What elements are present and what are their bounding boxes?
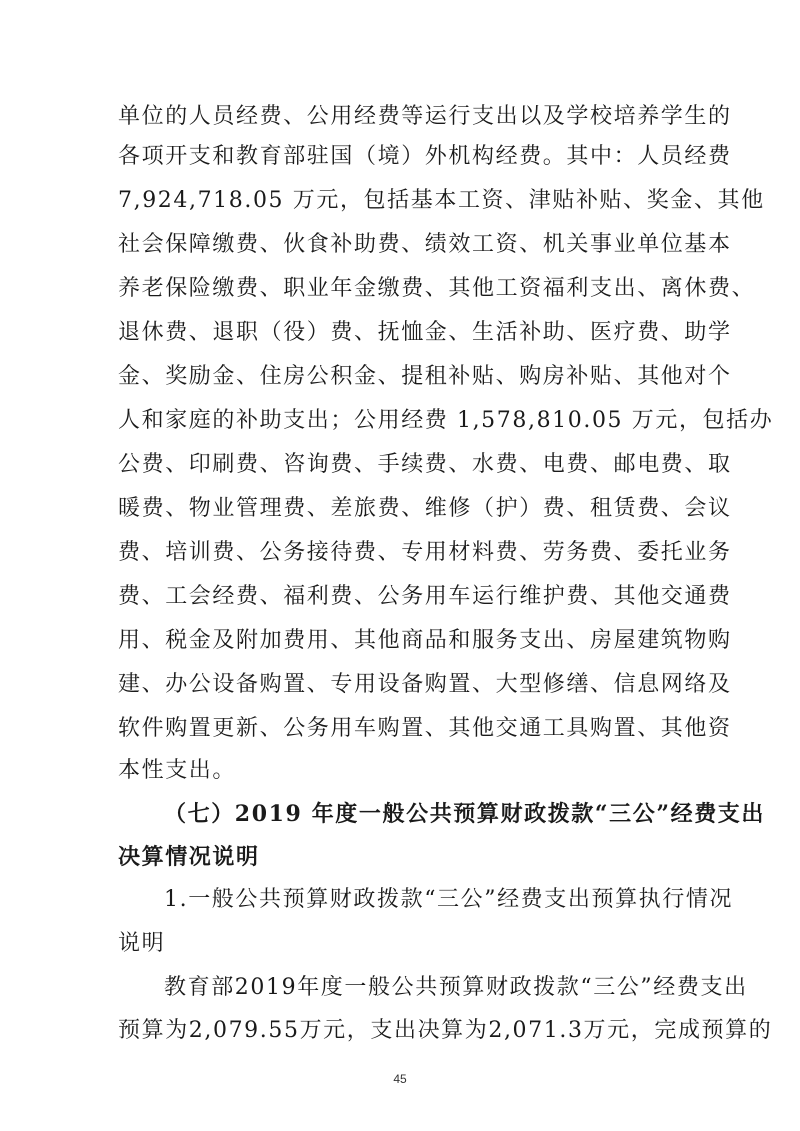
- body-line-last: 本性支出。: [118, 758, 237, 783]
- body-line: 软件购置更新、公务用车购置、其他交通工具购置、其他资: [118, 716, 732, 741]
- body-line: 单位的人员经费、公用经费等运行支出以及学校培养学生的: [118, 104, 732, 129]
- body-line: 金、奖励金、住房公积金、提租补贴、购房补贴、其他对个: [118, 364, 732, 389]
- page-number: 45: [393, 1072, 407, 1086]
- body-line: 公费、印刷费、咨询费、手续费、水费、电费、邮电费、取: [118, 452, 732, 477]
- sub-heading-continuation: 说明: [118, 931, 166, 956]
- section-heading: （七）2019 年度一般公共预算财政拨款“三公”经费支出: [164, 801, 765, 827]
- body-line: 7,924,718.05 万元，包括基本工资、津贴补贴、奖金、其他: [118, 188, 765, 213]
- sub-heading: 1.一般公共预算财政拨款“三公”经费支出预算执行情况: [164, 887, 734, 912]
- body-line: 各项开支和教育部驻国（境）外机构经费。其中：人员经费: [118, 144, 732, 169]
- section-heading-continuation: 决算情况说明: [118, 844, 260, 870]
- body-line: 养老保险缴费、职业年金缴费、其他工资福利支出、离休费、: [118, 276, 756, 301]
- body-line: 人和家庭的补助支出；公用经费 1,578,810.05 万元，包括办: [118, 408, 774, 433]
- body-line: 退休费、退职（役）费、抚恤金、生活补助、医疗费、助学: [118, 320, 732, 345]
- body-line: 建、办公设备购置、专用设备购置、大型修缮、信息网络及: [118, 672, 732, 697]
- body-line: 费、培训费、公务接待费、专用材料费、劳务费、委托业务: [118, 540, 732, 565]
- body-line: 费、工会经费、福利费、公务用车运行维护费、其他交通费: [118, 584, 732, 609]
- closing-line: 预算为2,079.55万元，支出决算为2,071.3万元，完成预算的: [118, 1018, 773, 1043]
- body-line: 暖费、物业管理费、差旅费、维修（护）费、租赁费、会议: [118, 496, 732, 521]
- closing-line: 教育部2019年度一般公共预算财政拨款“三公”经费支出: [164, 975, 748, 1000]
- body-line: 社会保障缴费、伙食补助费、绩效工资、机关事业单位基本: [118, 232, 732, 257]
- body-line: 用、税金及附加费用、其他商品和服务支出、房屋建筑物购: [118, 628, 732, 653]
